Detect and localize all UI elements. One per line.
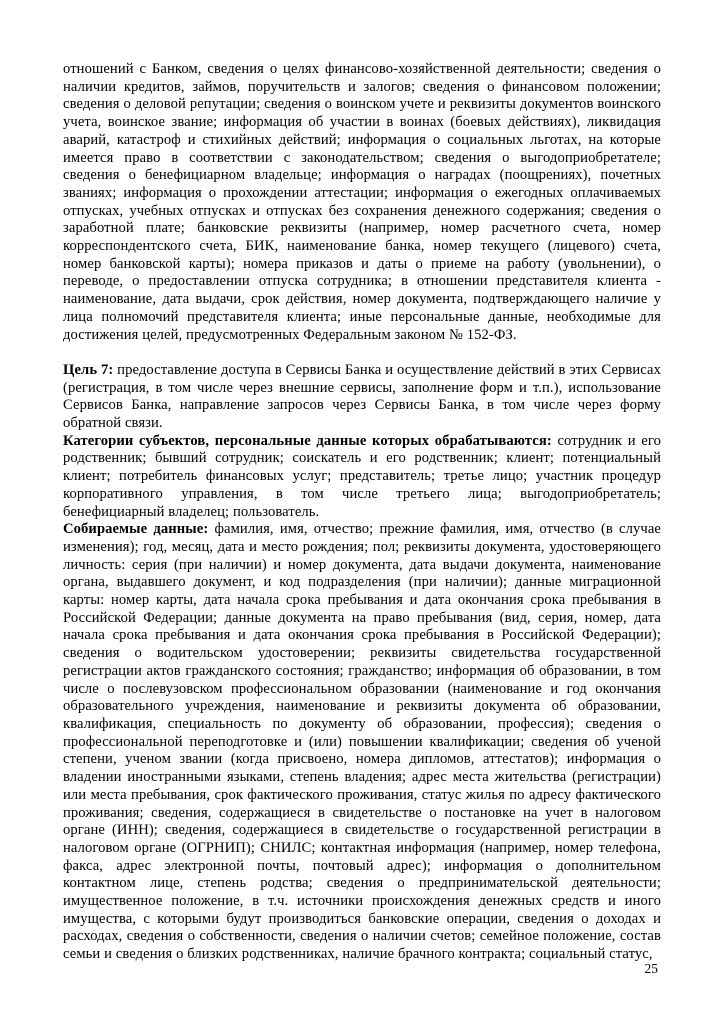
subject-categories-heading: Категории субъектов, персональные данные которых обрабатываются:	[63, 432, 552, 449]
paragraph-collected-data	[63, 521, 661, 964]
collected-data-body-text: фамилия, имя, отчество; прежние фамилия, имя, отчество (в случае изменения); год, месяц, дата и место рождения; пол; реквизиты документа, удостоверяющего личность: серия (при наличии) и номер документа, дата выдачи документа, наименование органа, выдавшего документ, и код подразделения (при наличии); данные миграционной карты: номер карты, дата начала срока пребывания и дата окончания срока пребывания в Российской Федерации; данные документа на право пребывания (вид, серия, номер, дата начала срока пребывания и дата окончания срока пребывания в Российской Федерации); сведения о водительском удостоверении; реквизиты свидетельства государственной регистрации актов гражданского состояния; гражданство; информация об образовании, в том числе о послевузовском профессиональном образовании (наименование и год окончания образовательного учреждения, наименование и реквизиты документа об образовании, квалификация, специальность по документу об образовании, профессия); сведения о профессиональной переподготовке и (или) повышении квалификации; сведения об ученой степени, ученом звании (когда присвоено, номера дипломов, аттестатов); информация о владении иностранными языками, степень владения; адрес места жительства (регистрации) или места пребывания, срок фактического проживания, статус жилья по адресу фактического проживания; сведения, содержащиеся в свидетельстве о постановке на учет в налоговом органе (ИНН); сведения, содержащиеся в свидетельстве о государственной регистрации в налоговом органе (ОГРНИП); СНИЛС; контактная информация (например, номер телефона, факса, адрес электронной почты, почтовый адрес); информация о дополнительном контактном лице, степень родства; сведения о предпринимательской деятельности; имущественное положение, в т.ч. источники происхождения денежных средств и иного имущества, с которыми будут производиться банковские операции, сведения о доходах и расходах, сведения о собственности, сведения о наличии счетов; семейное положение, состав семьи и сведения о близких родственниках, наличие брачного контракта; социальный статус,	[63, 521, 661, 963]
subject-categories-body-text: сотрудник и его родственник; бывший сотрудник; соискатель и его родственник; клиент; потенциальный клиент; потребитель финансовых услуг; представитель; третье лицо; участник процедур корпоративного управления, в том числе третьего лица; выгодоприобретатель; бенефициарный владелец; пользователь.	[63, 432, 661, 520]
page-number: 25	[644, 961, 658, 976]
paragraph-goal7	[63, 362, 661, 433]
paragraph-continuation: отношений с Банком, сведения о целях финансово-хозяйственной деятельности; сведения о наличии кредитов, займов, поручительств и залогов; сведения о финансовом положении; сведения о деловой репутации; сведения о воинском учете и реквизиты документов воинского учета, воинское звание; информация об участии в воинах (боевых действиях), ликвидация аварий, катастроф и стихийных действий; информация о социальных льготах, на которые имеется право в соответствии с законодательством; сведения о выгодоприобретателе; сведения о бенефициарном владельце; информация о наградах (поощрениях), почетных званиях; информация о прохождении аттестации; информация о ежегодных оплачиваемых отпусках, учебных отпусках и отпусках без сохранения денежного содержания; сведения о заработной плате; банковские реквизиты (например, номер расчетного счета, номер корреспондентского счета, БИК, наименование банка, номер текущего (лицевого) счета, номер банковской карты); номера приказов и даты о приеме на работу (увольнении), о переводе, о предоставлении отпуска сотрудника; в отношении представителя клиента - наименование, дата выдачи, срок действия, номер документа, подтверждающего наличие у лица полномочий представителя клиента; иные персональные данные, необходимые для достижения целей, предусмотренных Федеральным законом № 152-ФЗ.	[63, 61, 661, 343]
paragraph-subject-categories	[63, 433, 661, 522]
collected-data-heading: Собираемые данные:	[63, 521, 209, 538]
document-content	[63, 61, 661, 964]
goal7-heading: Цель 7:	[63, 361, 114, 378]
goal7-body-text: предоставление доступа в Сервисы Банка и осуществление действий в этих Сервисах (регистрация, в том числе через внешние сервисы, заполнение форм и т.п.), использование Сервисов Банка, направление запросов через Сервисы Банка, в том числе через форму обратной связи.	[63, 361, 661, 432]
